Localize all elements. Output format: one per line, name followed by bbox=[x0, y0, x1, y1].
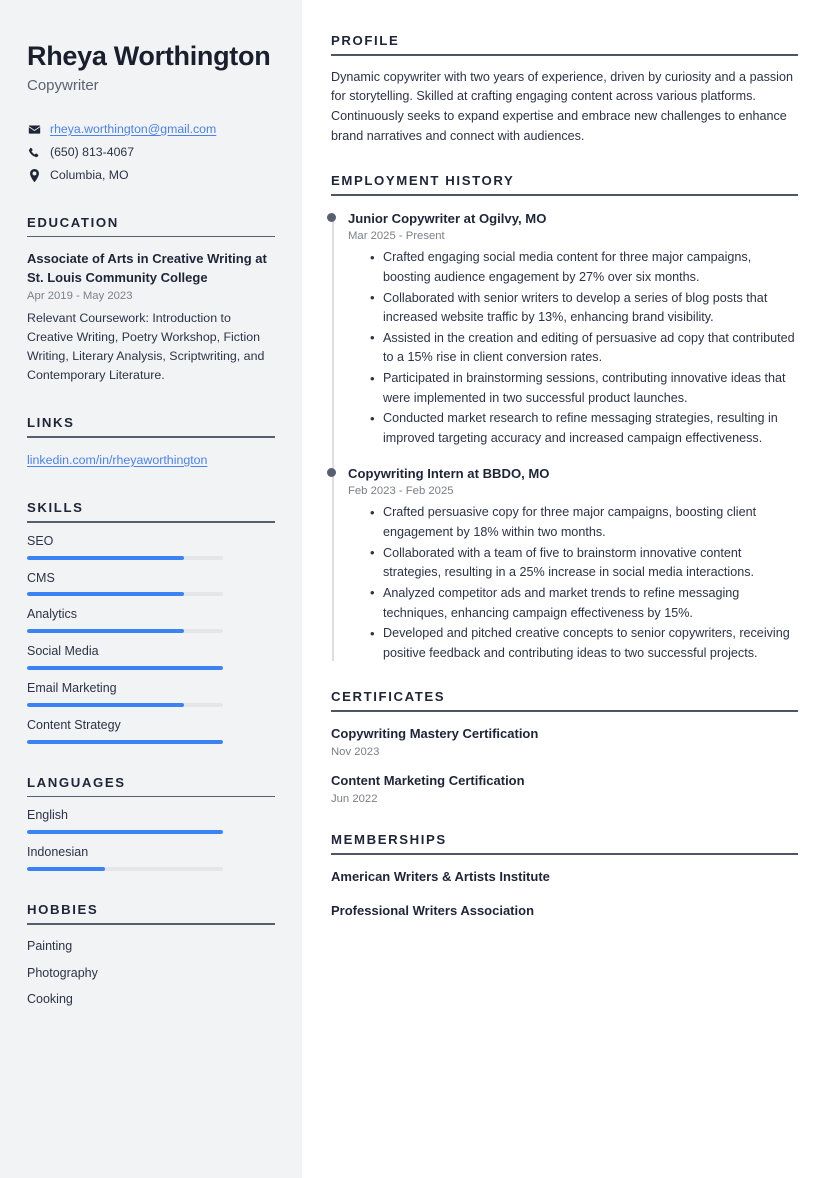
section-rule bbox=[331, 194, 798, 196]
section-hobbies bbox=[27, 902, 275, 1008]
skill-label: Analytics bbox=[27, 607, 78, 622]
section-heading-memberships: MEMBERSHIPS bbox=[331, 832, 447, 848]
certificate-date: Nov 2023 bbox=[331, 745, 380, 758]
section-heading-certificates: CERTIFICATES bbox=[331, 689, 446, 705]
section-heading-education: EDUCATION bbox=[27, 214, 119, 230]
skill-bar-track bbox=[27, 666, 223, 670]
skill-bar-track bbox=[27, 740, 223, 744]
skill-label: CMS bbox=[27, 570, 55, 585]
section-rule bbox=[27, 436, 275, 438]
contact-email-row[interactable] bbox=[27, 122, 275, 138]
section-heading-hobbies: HOBBIES bbox=[27, 902, 99, 918]
skill-bar-fill bbox=[27, 703, 184, 707]
job-bullet: • Collaborated with senior writers to develop a series of blog posts that increased website traffic by 13%, enhancing brand visibility. bbox=[370, 289, 798, 328]
section-languages bbox=[27, 775, 275, 871]
section-rule bbox=[27, 923, 275, 925]
job-bullets bbox=[348, 503, 798, 663]
contact-phone-text: (650) 813-4067 bbox=[50, 144, 135, 159]
link-item-linkedin[interactable]: linkedin.com/in/rheyaworthington bbox=[27, 452, 208, 467]
main-column bbox=[302, 0, 833, 1178]
section-rule bbox=[331, 853, 798, 855]
skill-bar-fill bbox=[27, 740, 223, 744]
education-description: Relevant Coursework: Introduction to Creative Writing, Poetry Workshop, Fiction Writing, Literary Analysis, Scriptwriting, and Contemporary Literature. bbox=[27, 310, 265, 382]
certificate-entry bbox=[331, 725, 798, 759]
education-entry bbox=[27, 250, 275, 384]
language-row bbox=[27, 807, 275, 834]
phone-icon bbox=[27, 147, 41, 159]
section-rule bbox=[27, 796, 275, 798]
section-heading-links: LINKS bbox=[27, 415, 75, 431]
skill-bar-fill bbox=[27, 592, 184, 596]
section-rule bbox=[27, 521, 275, 523]
job-date: Feb 2023 - Feb 2025 bbox=[348, 484, 454, 497]
skills-list bbox=[27, 533, 275, 744]
hobby-item: Photography bbox=[27, 965, 98, 980]
certificate-title: Content Marketing Certification bbox=[331, 773, 525, 789]
contact-location-text: Columbia, MO bbox=[50, 167, 129, 182]
section-rule bbox=[331, 54, 798, 56]
section-links bbox=[27, 415, 275, 469]
skill-label: SEO bbox=[27, 533, 54, 548]
job-date: Mar 2025 - Present bbox=[348, 229, 445, 242]
job-entry bbox=[348, 210, 798, 449]
skill-row bbox=[27, 606, 275, 633]
job-bullet: • Assisted in the creation and editing of persuasive ad copy that contributed to a 15% rise in client conversion rates. bbox=[370, 329, 798, 368]
candidate-name: Rheya Worthington bbox=[27, 41, 271, 71]
memberships-list bbox=[331, 868, 798, 920]
job-bullet: • Conducted market research to refine messaging strategies, resulting in improved targeting accuracy and increased campaign effectiveness. bbox=[370, 409, 798, 448]
map-pin-icon bbox=[27, 169, 41, 182]
section-heading-languages: LANGUAGES bbox=[27, 774, 126, 790]
timeline-dot-icon bbox=[327, 468, 336, 477]
profile-text: Dynamic copywriter with two years of experience, driven by curiosity and a passion for storytelling. Skilled at crafting engaging content across various platforms. Continuously seeks to expand expertise and embrace new challenges to enhance brand narratives and connect with audiences. bbox=[331, 69, 793, 144]
job-bullet: • Crafted persuasive copy for three major campaigns, boosting client engagement by 18% within two months. bbox=[370, 503, 798, 542]
skill-bar-track bbox=[27, 703, 223, 707]
section-rule bbox=[27, 236, 275, 238]
links-list bbox=[27, 452, 275, 469]
language-bar-track bbox=[27, 830, 223, 834]
skill-row bbox=[27, 643, 275, 670]
membership-entry: American Writers & Artists Institute bbox=[331, 868, 550, 884]
section-heading-profile: PROFILE bbox=[331, 33, 400, 48]
language-label: Indonesian bbox=[27, 845, 89, 860]
contact-list bbox=[27, 122, 275, 184]
candidate-role: Copywriter bbox=[27, 76, 99, 94]
education-title: Associate of Arts in Creative Writing at St. Louis Community College bbox=[27, 251, 267, 285]
skill-row bbox=[27, 680, 275, 707]
job-bullet: • Developed and pitched creative concepts to senior copywriters, receiving positive feedback and contributing ideas to two successful projects. bbox=[370, 624, 798, 663]
section-heading-skills: SKILLS bbox=[27, 500, 84, 516]
employment-timeline bbox=[331, 210, 798, 664]
section-profile bbox=[331, 33, 798, 147]
language-row bbox=[27, 844, 275, 871]
contact-email-link[interactable]: rheya.worthington@gmail.com bbox=[50, 121, 217, 136]
certificate-date: Jun 2022 bbox=[331, 792, 378, 805]
skill-row bbox=[27, 533, 275, 560]
job-title: Junior Copywriter at Ogilvy, MO bbox=[348, 210, 547, 226]
skill-bar-track bbox=[27, 556, 223, 560]
contact-location-row bbox=[27, 168, 275, 184]
job-title: Copywriting Intern at BBDO, MO bbox=[348, 465, 550, 481]
skill-bar-fill bbox=[27, 556, 184, 560]
skill-label: Email Marketing bbox=[27, 681, 117, 696]
skill-bar-track bbox=[27, 629, 223, 633]
timeline-dot-icon bbox=[327, 213, 336, 222]
language-bar-fill bbox=[27, 867, 105, 871]
sidebar bbox=[0, 0, 302, 1178]
language-bar-fill bbox=[27, 830, 223, 834]
language-label: English bbox=[27, 808, 68, 823]
hobby-item: Painting bbox=[27, 938, 73, 953]
job-entry bbox=[348, 465, 798, 664]
language-bar-track bbox=[27, 867, 223, 871]
section-education bbox=[27, 215, 275, 384]
section-heading-employment: EMPLOYMENT HISTORY bbox=[331, 173, 515, 189]
section-employment-history bbox=[331, 173, 798, 663]
languages-list bbox=[27, 807, 275, 871]
job-bullets bbox=[348, 248, 798, 448]
certificates-list bbox=[331, 725, 798, 806]
job-bullet: • Crafted engaging social media content for three major campaigns, boosting audience engagement by 27% over six months. bbox=[370, 248, 798, 287]
education-date: Apr 2019 - May 2023 bbox=[27, 290, 133, 303]
section-certificates bbox=[331, 689, 798, 806]
section-skills bbox=[27, 500, 275, 744]
section-rule bbox=[331, 710, 798, 712]
skill-bar-fill bbox=[27, 666, 223, 670]
certificate-title: Copywriting Mastery Certification bbox=[331, 725, 539, 741]
skill-bar-fill bbox=[27, 629, 184, 633]
contact-phone-row bbox=[27, 145, 275, 161]
skill-label: Content Strategy bbox=[27, 718, 121, 733]
certificate-entry bbox=[331, 772, 798, 806]
hobby-item: Cooking bbox=[27, 992, 73, 1007]
skill-row bbox=[27, 570, 275, 597]
skill-bar-track bbox=[27, 592, 223, 596]
skill-label: Social Media bbox=[27, 644, 99, 659]
section-memberships bbox=[331, 832, 798, 920]
hobbies-list bbox=[27, 938, 275, 1009]
envelope-icon bbox=[27, 123, 41, 136]
skill-row bbox=[27, 717, 275, 744]
job-bullet: • Collaborated with a team of five to brainstorm innovative content strategies, resulting in a 25% increase in social media interactions. bbox=[370, 544, 798, 583]
job-bullet: • Participated in brainstorming sessions, contributing innovative ideas that were implemented in two successful product launches. bbox=[370, 369, 798, 408]
job-bullet: • Analyzed competitor ads and market trends to refine messaging techniques, enhancing campaign effectiveness by 15%. bbox=[370, 584, 798, 623]
membership-entry: Professional Writers Association bbox=[331, 903, 535, 919]
